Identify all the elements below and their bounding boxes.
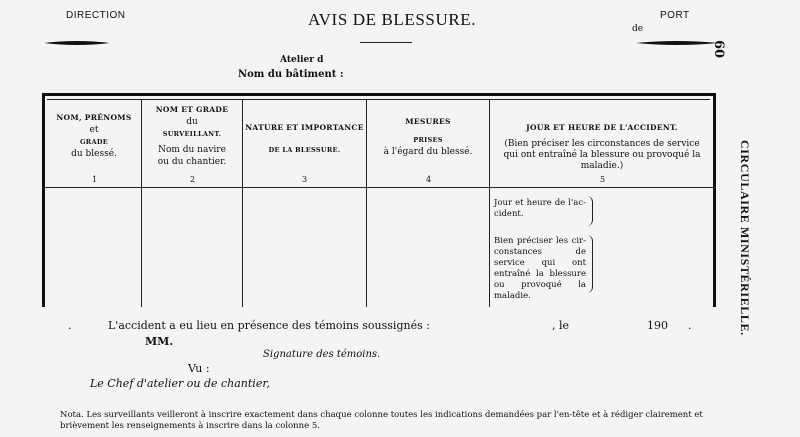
column-divider [366, 99, 367, 307]
column-header-text: Nom du navire [158, 145, 226, 155]
column-header-text: du [186, 117, 198, 127]
column-header-3 [244, 122, 365, 156]
header-row-rule [45, 187, 713, 188]
column-divider [242, 99, 243, 307]
column-header-text: (Bien préciser les circonstances de service [504, 139, 700, 149]
atelier-field: Atelier d [280, 55, 324, 65]
column-header-text: MESURES [405, 117, 451, 126]
table-top-rule [47, 99, 710, 100]
port-label: PORT [660, 10, 690, 21]
ornament-rule-left [44, 40, 110, 46]
column-header-text: NOM, PRÉNOMS [56, 113, 132, 122]
witness-statement: L'accident a eu lieu en présence des témoins soussignés : [108, 319, 430, 332]
column-divider [141, 99, 142, 307]
vu-label: Vu : [188, 362, 210, 375]
batiment-field: Nom du bâtiment : [238, 69, 344, 80]
brace-icon [586, 235, 593, 293]
page-number: 60 [711, 40, 726, 59]
brace-icon [586, 196, 593, 226]
column-5-body [494, 198, 586, 318]
column-header-2 [143, 104, 241, 168]
column-header-1 [48, 112, 140, 160]
column-header-text: qui ont entraîné la blessure ou provoqué la maladie.) [503, 150, 701, 171]
title-underline [360, 42, 412, 43]
column-number: 1 [92, 175, 98, 184]
port-de-label: de [632, 24, 644, 34]
column-divider [489, 99, 490, 307]
column-header-text: NATURE ET IMPORTANCE [245, 123, 364, 132]
column-header-5 [491, 122, 713, 172]
date-le: , le [552, 319, 570, 332]
year-field: 190 [647, 319, 668, 332]
nota-paragraph: Nota. Les surveillants veilleront à inscrire exactement dans chaque colonne toutes les indications demandées par l'en-tête et à rédiger clairement et brièvement les renseignements à inscrire dans la colonne 5. [60, 410, 703, 431]
column-header-text: SURVEILLANT. [162, 130, 222, 138]
column-header-text: DE LA BLESSURE. [268, 146, 341, 154]
column-number: 3 [302, 175, 308, 184]
column-header-text: du blessé. [71, 149, 117, 159]
col5-item-circumstances: Bien préciser les cir-constances de service qui ont entraîné la blessure ou provoqué la maladie. [494, 236, 586, 301]
direction-label: DIRECTION [66, 10, 126, 21]
column-header-text: et [89, 125, 99, 135]
column-header-text: JOUR ET HEURE DE L'ACCIDENT. [526, 123, 678, 132]
page-title: AVIS DE BLESSURE. [308, 10, 477, 29]
signature-label: Signature des témoins. [263, 349, 381, 360]
ornament-rule-right [636, 40, 718, 46]
column-number: 4 [426, 175, 432, 184]
side-label: CIRCULAIRE MINISTÉRIELLE. [738, 140, 752, 336]
column-header-text: GRADE [79, 138, 109, 146]
column-header-text: ou du chantier. [157, 157, 227, 167]
col5-item-date: Jour et heure de l'ac-cident. [494, 198, 586, 219]
column-header-text: NOM ET GRADE [155, 105, 229, 114]
trailing-dot: . [688, 319, 692, 332]
column-header-text: PRISES [413, 136, 443, 144]
chef-label: Le Chef d'atelier ou de chantier, [90, 377, 270, 390]
column-header-4 [368, 116, 488, 158]
column-number: 2 [190, 175, 196, 184]
leading-dot: . [68, 319, 72, 332]
mm-label: MM. [145, 335, 174, 348]
column-number: 5 [600, 175, 606, 184]
column-header-text: à l'égard du blessé. [383, 147, 473, 157]
